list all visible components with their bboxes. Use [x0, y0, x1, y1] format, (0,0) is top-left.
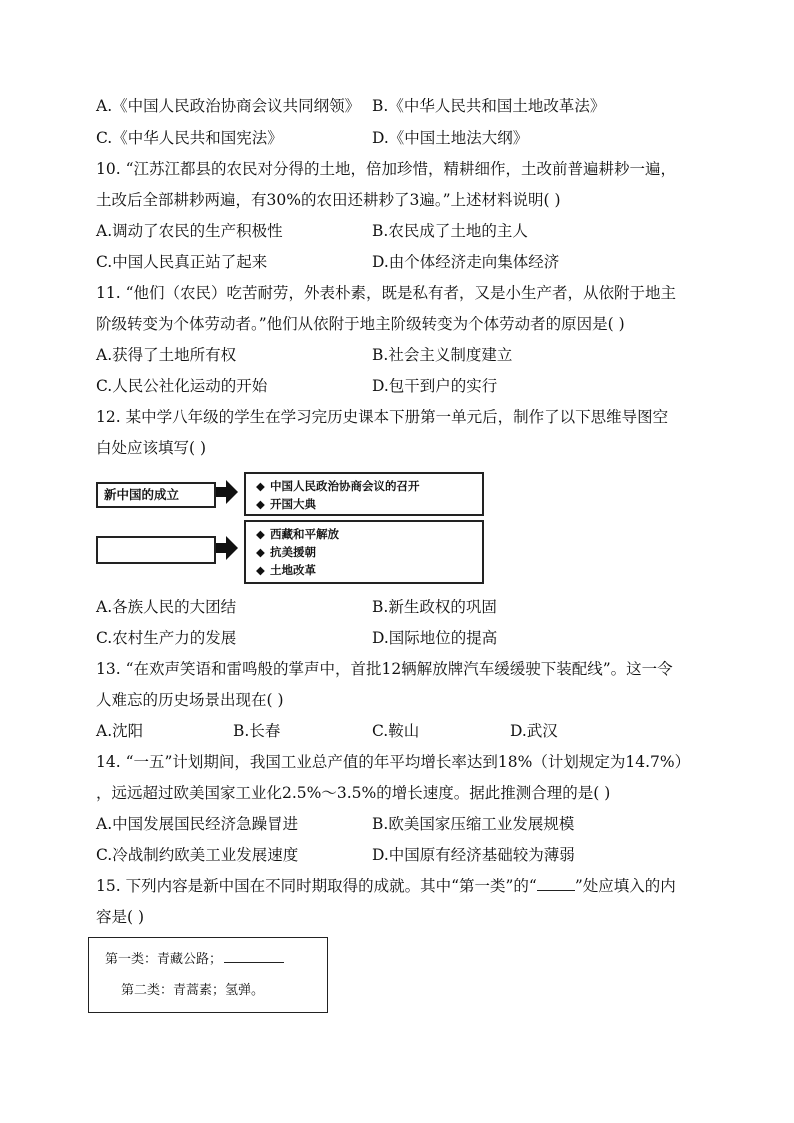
q9-options-row1 — [96, 96, 706, 116]
q13-option-d[interactable]: D.武汉 — [510, 722, 558, 740]
q12-options-row1 — [96, 597, 706, 617]
q9-option-a[interactable]: A.《中国人民政治协商会议共同纲领》 — [96, 97, 361, 115]
q9-options-row2 — [96, 128, 706, 148]
mind-map-item: ◆ 西藏和平解放 — [256, 527, 339, 541]
q14-options-row2 — [96, 845, 706, 865]
q10-option-c[interactable]: C.中国人民真正站了起来 — [96, 253, 268, 271]
q13-options-row — [96, 721, 706, 741]
q10-options-row1 — [96, 221, 706, 241]
q11-option-a[interactable]: A.获得了土地所有权 — [96, 346, 237, 364]
q11-option-d[interactable]: D.包干到户的实行 — [372, 377, 498, 395]
diamond-bullet-icon: ◆ — [256, 563, 265, 577]
right-arrow-icon — [216, 480, 238, 504]
diamond-bullet-icon: ◆ — [256, 479, 265, 493]
right-arrow-icon — [216, 536, 238, 560]
q14-option-b[interactable]: B.欧美国家压缩工业发展规模 — [372, 815, 575, 833]
q13-option-c[interactable]: C.鞍山 — [372, 722, 420, 740]
q12-option-d[interactable]: D.国际地位的提高 — [372, 629, 498, 647]
q15-achievement-box — [88, 937, 328, 1013]
q11-options-row2 — [96, 376, 706, 396]
q14-options-row1 — [96, 814, 706, 834]
q9-option-c[interactable]: C.《中华人民共和国宪法》 — [96, 129, 283, 147]
q10-stem-line2: 土改后全部耕耖两遍，有30%的农田还耕耖了3遍。”上述材料说明( ) — [96, 191, 561, 209]
diamond-bullet-icon: ◆ — [256, 497, 265, 511]
diamond-bullet-icon: ◆ — [256, 545, 265, 559]
q11-options-row1 — [96, 345, 706, 365]
q12-option-c[interactable]: C.农村生产力的发展 — [96, 629, 237, 647]
q12-options-row2 — [96, 628, 706, 648]
q9-option-d[interactable]: D.《中国土地法大纲》 — [372, 129, 529, 147]
mind-map-left-label: 新中国的成立 — [104, 487, 180, 502]
q15-stem-line1: 15. 下列内容是新中国在不同时期取得的成就。其中“第一类”的“ ”处应填入的内 — [96, 877, 676, 895]
q14-option-c[interactable]: C.冷战制约欧美工业发展速度 — [96, 846, 299, 864]
q13-stem-line2: 人难忘的历史场景出现在( ) — [96, 691, 284, 709]
answer-blank[interactable] — [537, 876, 575, 891]
q15-box-line1: 第一类：青藏公路； — [105, 948, 284, 967]
mind-map-item: ◆ 土地改革 — [256, 563, 316, 577]
q14-option-d[interactable]: D.中国原有经济基础较为薄弱 — [372, 846, 575, 864]
q12-stem-line2: 白处应该填写( ) — [96, 439, 207, 457]
diamond-bullet-icon: ◆ — [256, 527, 265, 541]
q10-options-row2 — [96, 252, 706, 272]
q11-option-b[interactable]: B.社会主义制度建立 — [372, 346, 513, 364]
mind-map-item: ◆ 中国人民政治协商会议的召开 — [256, 479, 420, 493]
mind-map-right-box-bottom — [244, 520, 484, 584]
q9-option-b[interactable]: B.《中华人民共和国土地改革法》 — [372, 97, 606, 115]
q14-stem-line1: 14. “一五”计划期间，我国工业总产值的年平均增长率达到18%（计划规定为14.7%） — [96, 753, 691, 771]
mind-map-diagram — [96, 470, 486, 582]
q13-stem-line1: 13. “在欢声笑语和雷鸣般的掌声中，首批12辆解放牌汽车缓缓驶下装配线”。这一令 — [96, 660, 673, 678]
q15-stem-line2: 容是( ) — [96, 908, 145, 926]
mind-map-left-box-blank[interactable] — [96, 536, 216, 564]
q10-option-b[interactable]: B.农民成了土地的主人 — [372, 222, 528, 240]
q10-option-a[interactable]: A.调动了农民的生产积极性 — [96, 222, 283, 240]
q12-stem-line1: 12. 某中学八年级的学生在学习完历史课本下册第一单元后，制作了以下思维导图空 — [96, 408, 669, 426]
q12-option-a[interactable]: A.各族人民的大团结 — [96, 598, 237, 616]
mind-map-right-box-top — [244, 472, 484, 516]
mind-map-item: ◆ 开国大典 — [256, 497, 316, 511]
q13-option-b[interactable]: B.长春 — [233, 722, 281, 740]
q11-stem-line1: 11. “他们（农民）吃苦耐劳，外表朴素，既是私有者，又是小生产者，从依附于地主 — [96, 284, 677, 302]
q10-option-d[interactable]: D.由个体经济走向集体经济 — [372, 253, 560, 271]
mind-map-left-box-filled — [96, 482, 216, 508]
q11-stem-line2: 阶级转变为个体劳动者。”他们从依附于地主阶级转变为个体劳动者的原因是( ) — [96, 315, 625, 333]
q14-option-a[interactable]: A.中国发展国民经济急躁冒进 — [96, 815, 299, 833]
q10-stem-line1: 10. “江苏江都县的农民对分得的土地，倍加珍惜，精耕细作，土改前普遍耕耖一遍， — [96, 160, 677, 178]
q14-stem-line2: ，远远超过欧美国家工业化2.5%～3.5%的增长速度。据此推测合理的是( ) — [96, 784, 611, 802]
mind-map-item: ◆ 抗美援朝 — [256, 545, 316, 559]
q15-box-line2: 第二类：青蒿素；氢弹。 — [121, 983, 265, 998]
q11-option-c[interactable]: C.人民公社化运动的开始 — [96, 377, 268, 395]
q12-option-b[interactable]: B.新生政权的巩固 — [372, 598, 497, 616]
q13-option-a[interactable]: A.沈阳 — [96, 722, 144, 740]
fill-in-underline[interactable] — [224, 950, 284, 963]
